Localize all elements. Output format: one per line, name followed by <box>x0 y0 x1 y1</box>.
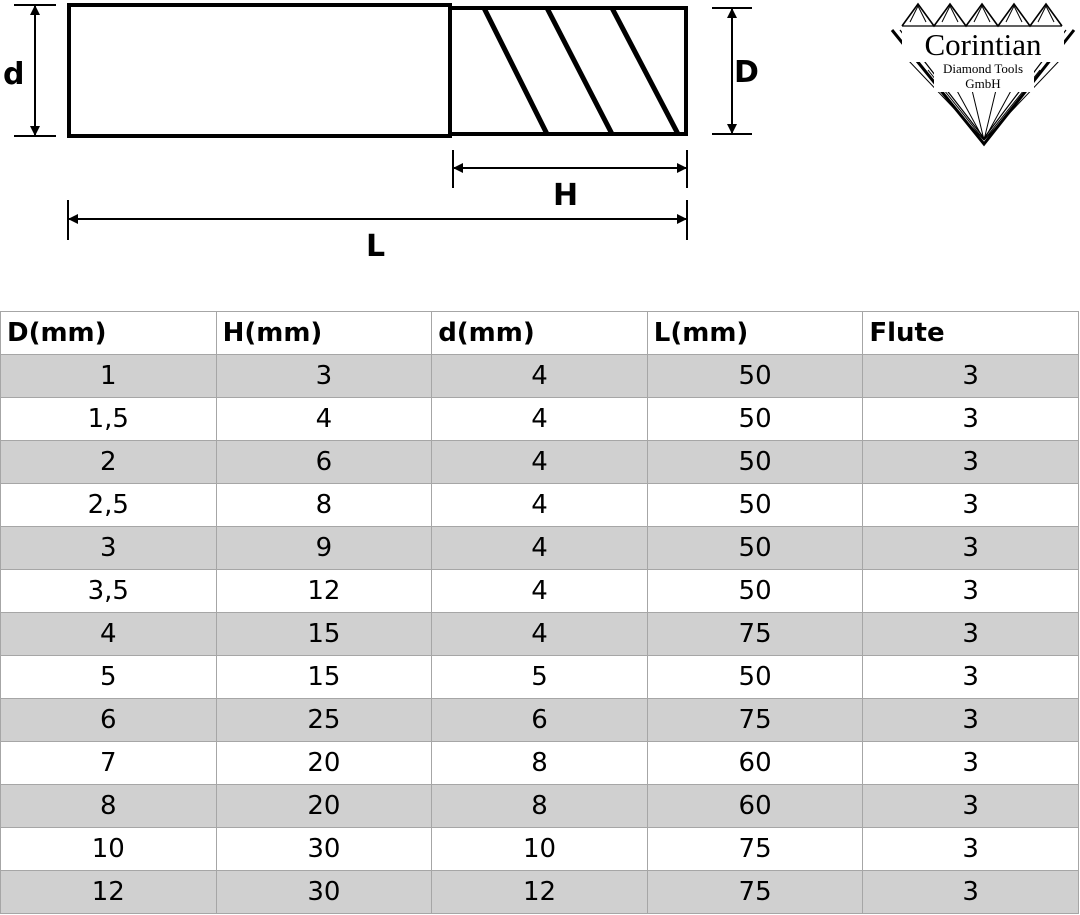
cell-cutting-length: 6 <box>216 441 432 484</box>
cell-cutting-diameter: 2,5 <box>1 484 217 527</box>
tool-shank <box>69 5 450 136</box>
tool-drawing <box>0 0 880 270</box>
header-shank-diameter: d(mm) <box>432 312 648 355</box>
table-row <box>1 484 1079 527</box>
cell-shank-diameter: 10 <box>432 828 648 871</box>
cell-cutting-length: 3 <box>216 355 432 398</box>
cell-total-length: 50 <box>647 441 863 484</box>
cell-flute: 3 <box>863 441 1079 484</box>
cell-flute: 3 <box>863 656 1079 699</box>
cell-flute: 3 <box>863 484 1079 527</box>
cell-cutting-diameter: 10 <box>1 828 217 871</box>
cell-shank-diameter: 6 <box>432 699 648 742</box>
cell-total-length: 75 <box>647 828 863 871</box>
cell-shank-diameter: 4 <box>432 570 648 613</box>
cell-flute: 3 <box>863 699 1079 742</box>
cell-flute: 3 <box>863 570 1079 613</box>
cell-total-length: 60 <box>647 742 863 785</box>
company-logo <box>888 0 1078 150</box>
table-row <box>1 355 1079 398</box>
table-row <box>1 656 1079 699</box>
cell-cutting-length: 30 <box>216 871 432 914</box>
header-total-length: L(mm) <box>647 312 863 355</box>
table-row <box>1 570 1079 613</box>
cell-total-length: 50 <box>647 484 863 527</box>
cell-shank-diameter: 8 <box>432 742 648 785</box>
cell-flute: 3 <box>863 398 1079 441</box>
cell-flute: 3 <box>863 785 1079 828</box>
cell-flute: 3 <box>863 742 1079 785</box>
cell-shank-diameter: 4 <box>432 613 648 656</box>
header-cutting-length: H(mm) <box>216 312 432 355</box>
cell-total-length: 75 <box>647 699 863 742</box>
cell-shank-diameter: 4 <box>432 527 648 570</box>
dimension-D-label: D <box>734 55 759 90</box>
logo-subtitle-line2: GmbH <box>965 76 1001 91</box>
cell-cutting-diameter: 3 <box>1 527 217 570</box>
table-header-row <box>1 312 1079 355</box>
table-row <box>1 828 1079 871</box>
table-row <box>1 699 1079 742</box>
cell-total-length: 60 <box>647 785 863 828</box>
cell-cutting-length: 8 <box>216 484 432 527</box>
table-row <box>1 441 1079 484</box>
cell-cutting-length: 12 <box>216 570 432 613</box>
cell-cutting-length: 30 <box>216 828 432 871</box>
cell-cutting-length: 20 <box>216 742 432 785</box>
dimension-H-label: H <box>553 178 579 213</box>
cell-cutting-diameter: 2 <box>1 441 217 484</box>
cell-total-length: 50 <box>647 570 863 613</box>
cell-shank-diameter: 4 <box>432 398 648 441</box>
cell-cutting-length: 15 <box>216 613 432 656</box>
cell-cutting-length: 4 <box>216 398 432 441</box>
cell-shank-diameter: 4 <box>432 355 648 398</box>
cell-cutting-length: 20 <box>216 785 432 828</box>
dimension-L-label: L <box>366 229 386 264</box>
tool-cutting-head <box>450 8 686 134</box>
cell-flute: 3 <box>863 828 1079 871</box>
header-flute: Flute <box>863 312 1079 355</box>
table-row <box>1 785 1079 828</box>
dimension-d-label: d <box>3 57 25 92</box>
cell-flute: 3 <box>863 613 1079 656</box>
cell-cutting-diameter: 8 <box>1 785 217 828</box>
cell-cutting-diameter: 12 <box>1 871 217 914</box>
cell-shank-diameter: 4 <box>432 484 648 527</box>
logo-name: Corintian <box>924 27 1042 62</box>
cell-cutting-diameter: 1 <box>1 355 217 398</box>
cell-cutting-diameter: 4 <box>1 613 217 656</box>
cell-cutting-length: 25 <box>216 699 432 742</box>
cell-flute: 3 <box>863 527 1079 570</box>
table-row <box>1 871 1079 914</box>
cell-total-length: 75 <box>647 871 863 914</box>
cell-cutting-diameter: 5 <box>1 656 217 699</box>
cell-shank-diameter: 4 <box>432 441 648 484</box>
cell-total-length: 75 <box>647 613 863 656</box>
cell-shank-diameter: 5 <box>432 656 648 699</box>
cell-cutting-diameter: 6 <box>1 699 217 742</box>
cell-cutting-length: 15 <box>216 656 432 699</box>
cell-shank-diameter: 12 <box>432 871 648 914</box>
header-cutting-diameter: D(mm) <box>1 312 217 355</box>
table-row <box>1 742 1079 785</box>
cell-total-length: 50 <box>647 656 863 699</box>
cell-cutting-diameter: 3,5 <box>1 570 217 613</box>
cell-flute: 3 <box>863 355 1079 398</box>
cell-total-length: 50 <box>647 527 863 570</box>
cell-cutting-diameter: 7 <box>1 742 217 785</box>
cell-cutting-length: 9 <box>216 527 432 570</box>
table-row <box>1 527 1079 570</box>
table-row <box>1 613 1079 656</box>
cell-shank-diameter: 8 <box>432 785 648 828</box>
cell-total-length: 50 <box>647 398 863 441</box>
spec-table <box>0 311 1079 914</box>
logo-subtitle-line1: Diamond Tools <box>942 61 1024 76</box>
table-row <box>1 398 1079 441</box>
cell-flute: 3 <box>863 871 1079 914</box>
cell-total-length: 50 <box>647 355 863 398</box>
cell-cutting-diameter: 1,5 <box>1 398 217 441</box>
